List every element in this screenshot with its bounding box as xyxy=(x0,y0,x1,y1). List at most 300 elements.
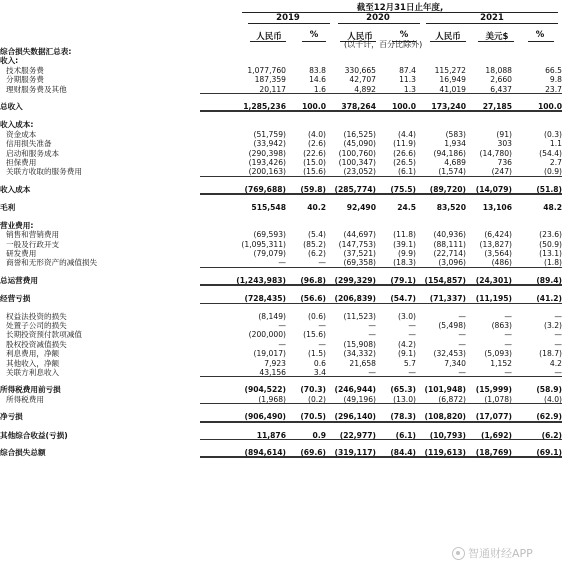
value-cell xyxy=(466,56,512,65)
value-cell: (3.2) xyxy=(543,320,562,330)
row-label: 收入: xyxy=(0,56,19,66)
value-cell xyxy=(376,120,416,129)
value-cell: (58.9) xyxy=(536,385,562,395)
value-cell: (0.2) xyxy=(286,395,326,404)
value-cell: 330,665 xyxy=(344,65,376,75)
value-cell: (54.7) xyxy=(376,294,416,303)
value-cell: (65.3) xyxy=(390,385,416,395)
total-row xyxy=(0,203,562,212)
value-cell: (154,857) xyxy=(416,276,466,286)
value-cell: — xyxy=(200,258,286,267)
value-cell: (9.1) xyxy=(397,349,416,359)
value-cell: 2,660 xyxy=(490,75,512,85)
spacer-cell xyxy=(0,213,562,221)
value-cell: — xyxy=(368,330,376,340)
col-rmb-2019: 人民币 xyxy=(256,32,282,42)
value-cell: (8,149) xyxy=(258,311,286,321)
value-cell: 515,548 xyxy=(251,203,286,213)
row-label: 经营亏损 xyxy=(0,294,31,304)
line-item-row xyxy=(0,158,562,167)
row-label: 权益法投资的损失 xyxy=(6,311,67,321)
value-cell: — xyxy=(458,311,466,321)
value-cell xyxy=(200,221,286,230)
value-cell: (3,564) xyxy=(484,248,512,258)
row-label: 总收入 xyxy=(0,102,23,112)
row-label: 担保费用 xyxy=(6,158,37,168)
value-cell: — xyxy=(326,368,376,377)
value-cell: 4,689 xyxy=(444,158,466,168)
spacer-row xyxy=(0,195,562,204)
spacer-row xyxy=(0,422,562,431)
value-cell: (78.3) xyxy=(376,412,416,422)
value-cell: 18,088 xyxy=(485,65,512,75)
value-cell: — xyxy=(554,311,562,321)
row-label: 其他综合收益(亏损) xyxy=(0,430,68,440)
value-cell: 115,272 xyxy=(434,65,466,75)
value-cell: (23,052) xyxy=(326,167,376,176)
value-cell xyxy=(286,47,326,56)
line-item-row xyxy=(0,321,562,330)
value-cell xyxy=(376,56,416,65)
value-cell: (1,692) xyxy=(466,431,512,440)
value-cell: 2.7 xyxy=(549,158,562,168)
value-cell: (4.2) xyxy=(397,339,416,349)
row-label: 技术服务费 xyxy=(6,65,44,75)
year-rule-2020 xyxy=(338,23,420,24)
value-cell: (79.1) xyxy=(376,276,416,286)
value-cell: (0.3) xyxy=(543,129,562,139)
line-item-row xyxy=(0,75,562,84)
value-cell: (15.6) xyxy=(286,167,326,176)
units-note: (以千计，百分比除外) xyxy=(344,40,423,49)
row-label: 综合损失数据汇总表: xyxy=(0,47,72,56)
value-cell: 83.8 xyxy=(309,65,326,75)
line-item-row xyxy=(0,330,562,339)
value-cell: — xyxy=(466,368,512,377)
value-cell: (108,820) xyxy=(416,412,466,422)
value-cell: (94,186) xyxy=(433,148,466,158)
value-cell: 40.2 xyxy=(307,203,326,213)
value-cell: (16,525) xyxy=(343,129,376,139)
value-cell: 187,359 xyxy=(254,75,286,85)
value-cell: (56.6) xyxy=(286,294,326,303)
total-row xyxy=(0,185,562,195)
line-item-row xyxy=(0,340,562,349)
value-cell: — xyxy=(504,339,512,349)
line-item-row xyxy=(0,349,562,358)
value-cell xyxy=(326,221,376,230)
row-label: 收入成本: xyxy=(0,120,34,130)
table-header xyxy=(0,0,562,49)
value-cell: (11,523) xyxy=(343,311,376,321)
value-cell: 27,185 xyxy=(466,102,512,112)
value-cell: 16,949 xyxy=(439,75,466,85)
spacer-cell xyxy=(0,440,562,448)
value-cell: 4,892 xyxy=(326,85,376,94)
value-cell: 1,934 xyxy=(444,139,466,149)
value-cell: (79,079) xyxy=(253,248,286,258)
col-rule xyxy=(250,41,286,42)
row-label: 信用损失准备 xyxy=(6,139,52,149)
value-cell xyxy=(376,47,416,56)
value-cell: 9.8 xyxy=(549,75,562,85)
value-cell: (69,358) xyxy=(326,258,376,267)
value-cell: — xyxy=(278,339,286,349)
row-label: 净亏损 xyxy=(0,412,23,422)
value-cell: (247) xyxy=(466,167,512,176)
value-cell: (15.6) xyxy=(303,330,326,340)
value-cell: (206,839) xyxy=(326,294,376,303)
value-cell: 0.9 xyxy=(286,431,326,440)
value-cell xyxy=(376,221,416,230)
value-cell: — xyxy=(554,339,562,349)
value-cell: (22,977) xyxy=(326,431,376,440)
value-cell: 100.0 xyxy=(376,102,416,112)
value-cell: (769,688) xyxy=(200,185,286,195)
row-label: 分期服务费 xyxy=(6,75,44,85)
value-cell: 42,707 xyxy=(349,75,376,85)
spacer-row xyxy=(0,440,562,448)
line-item-row xyxy=(0,149,562,158)
income-statement-table xyxy=(0,47,562,458)
total-row xyxy=(0,448,562,458)
value-cell: 21,658 xyxy=(349,358,376,368)
value-cell: 6,437 xyxy=(466,85,512,94)
line-item-row xyxy=(0,230,562,239)
spacer-cell xyxy=(0,422,562,431)
value-cell: 173,240 xyxy=(416,102,466,112)
section-header-row xyxy=(0,120,562,129)
spacer-cell xyxy=(0,195,562,204)
value-cell: (10,793) xyxy=(416,431,466,440)
col-pct-2020: % xyxy=(399,30,409,40)
spacer-row xyxy=(0,377,562,385)
value-cell: 48.2 xyxy=(543,203,562,213)
value-cell xyxy=(326,47,376,56)
value-cell: (200,000) xyxy=(248,330,286,340)
spacer-cell xyxy=(0,112,562,121)
row-label: 研发费用 xyxy=(6,248,37,258)
value-cell: (89.4) xyxy=(512,276,562,286)
row-label: 总运营费用 xyxy=(0,275,38,285)
line-item-row xyxy=(0,312,562,321)
value-cell: — xyxy=(504,311,512,321)
value-cell: (88,111) xyxy=(433,239,466,249)
value-cell: (18.3) xyxy=(376,258,416,267)
value-cell: (23.6) xyxy=(539,230,562,240)
value-cell: (1,078) xyxy=(466,395,512,404)
row-label: 启动和服务成本 xyxy=(6,148,60,158)
spacer-row xyxy=(0,213,562,221)
value-cell: (40,936) xyxy=(433,230,466,240)
row-label: 商誉和无形资产的减值损失 xyxy=(6,258,98,268)
spacer-cell xyxy=(0,268,562,276)
value-cell: (91) xyxy=(496,129,512,139)
value-cell: — xyxy=(376,368,416,377)
value-cell: (1,968) xyxy=(200,395,286,404)
value-cell: 83,520 xyxy=(436,203,466,213)
value-cell xyxy=(326,120,376,129)
col-rmb-2021: 人民币 xyxy=(435,32,461,42)
value-cell: (5,093) xyxy=(484,349,512,359)
value-cell: 11,876 xyxy=(200,431,286,440)
value-cell: 0.6 xyxy=(313,358,326,368)
total-row xyxy=(0,385,562,394)
value-cell: 100.0 xyxy=(286,102,326,112)
value-cell: (11.8) xyxy=(393,230,416,240)
value-cell: — xyxy=(512,368,562,377)
value-cell: (69.1) xyxy=(512,448,562,458)
value-cell: (4.4) xyxy=(397,129,416,139)
line-item-row xyxy=(0,66,562,75)
row-label: 理财服务费及其他 xyxy=(6,84,67,94)
col-rule xyxy=(302,41,326,42)
value-cell: (13.1) xyxy=(539,248,562,258)
spacer-cell xyxy=(0,304,562,312)
value-cell: (4.0) xyxy=(307,129,326,139)
value-cell: (15,908) xyxy=(343,339,376,349)
value-cell xyxy=(416,56,466,65)
row-label: 股权投资减值损失 xyxy=(6,339,67,349)
value-cell xyxy=(416,221,466,230)
value-cell xyxy=(326,56,376,65)
value-cell: (906,490) xyxy=(200,412,286,422)
spacer-row xyxy=(0,177,562,185)
value-cell: (19,017) xyxy=(253,349,286,359)
value-cell: (285,774) xyxy=(326,185,376,195)
value-cell: 1.3 xyxy=(376,85,416,94)
value-cell xyxy=(466,47,512,56)
col-usd-2021: 美元$ xyxy=(485,32,509,42)
value-cell: (15.0) xyxy=(303,158,326,168)
row-label: 一般及行政开支 xyxy=(6,239,60,249)
value-cell: (2.6) xyxy=(307,139,326,149)
line-item-row xyxy=(0,368,562,377)
value-cell: (6.2) xyxy=(512,431,562,440)
value-cell: (17,077) xyxy=(466,412,512,422)
value-cell xyxy=(512,47,562,56)
value-cell xyxy=(466,120,512,129)
value-cell xyxy=(416,120,466,129)
value-cell: (45,090) xyxy=(343,139,376,149)
col-rmb-2020: 人民币 xyxy=(347,32,373,42)
total-row xyxy=(0,102,562,112)
value-cell: (6,872) xyxy=(416,395,466,404)
row-label: 关联方利息收入 xyxy=(6,367,60,377)
value-cell xyxy=(200,47,286,56)
year-2020: 2020 xyxy=(366,13,390,23)
value-cell: (299,329) xyxy=(326,276,376,286)
value-cell: (5,498) xyxy=(438,320,466,330)
value-cell: (11.9) xyxy=(393,139,416,149)
value-cell: (583) xyxy=(445,129,466,139)
value-cell: (18.7) xyxy=(539,349,562,359)
value-cell: (39.1) xyxy=(393,239,416,249)
value-cell: (22,714) xyxy=(433,248,466,258)
row-label: 综合损失总额 xyxy=(0,448,46,458)
row-label: 长期投资预付款项减值 xyxy=(6,330,82,340)
value-cell: 1,077,760 xyxy=(247,65,286,75)
row-label: 销售和营销费用 xyxy=(6,230,60,240)
value-cell: 378,264 xyxy=(326,102,376,112)
value-cell: (1,095,311) xyxy=(241,239,286,249)
value-cell: (51,759) xyxy=(253,129,286,139)
value-cell: (24,301) xyxy=(466,276,512,286)
value-cell: 4.2 xyxy=(549,358,562,368)
value-cell xyxy=(466,221,512,230)
col-rule xyxy=(528,41,554,42)
value-cell: 41,019 xyxy=(416,85,466,94)
value-cell: (101,948) xyxy=(424,385,466,395)
value-cell: 5.7 xyxy=(403,358,416,368)
value-cell: (49,196) xyxy=(326,395,376,404)
value-cell xyxy=(416,47,466,56)
spacer-row xyxy=(0,94,562,102)
value-cell: (69,593) xyxy=(253,230,286,240)
spacer-cell xyxy=(0,377,562,385)
value-cell: (486) xyxy=(466,258,512,267)
year-rule-2021 xyxy=(426,23,558,24)
value-cell: (59.8) xyxy=(286,185,326,195)
value-cell: 7,340 xyxy=(444,358,466,368)
col-pct-2021: % xyxy=(535,30,545,40)
value-cell: (89,720) xyxy=(416,185,466,195)
value-cell: 66.5 xyxy=(545,65,562,75)
value-cell: (863) xyxy=(491,320,512,330)
year-rule-2019 xyxy=(248,23,330,24)
value-cell xyxy=(286,221,326,230)
section-header-row xyxy=(0,221,562,230)
value-cell: (70.5) xyxy=(286,412,326,422)
value-cell: (3.0) xyxy=(397,311,416,321)
value-cell: 92,490 xyxy=(346,203,376,213)
year-2021: 2021 xyxy=(480,13,504,23)
value-cell: (11,195) xyxy=(466,294,512,303)
value-cell: (51.8) xyxy=(512,185,562,195)
value-cell: (32,453) xyxy=(433,349,466,359)
value-cell: (34,332) xyxy=(343,349,376,359)
line-item-row xyxy=(0,258,562,267)
row-label: 所得税费用前亏损 xyxy=(0,385,61,395)
value-cell: (26.6) xyxy=(393,148,416,158)
value-cell: 1,285,236 xyxy=(200,102,286,112)
value-cell: (50.9) xyxy=(539,239,562,249)
value-cell: (246,944) xyxy=(334,385,376,395)
value-cell: (6.1) xyxy=(376,167,416,176)
value-cell: — xyxy=(416,368,466,377)
value-cell: (290,398) xyxy=(248,148,286,158)
value-cell: — xyxy=(408,320,416,330)
value-cell: (71,337) xyxy=(416,294,466,303)
value-cell: — xyxy=(286,258,326,267)
value-cell: — xyxy=(504,330,512,340)
value-cell: — xyxy=(278,320,286,330)
section-header-row xyxy=(0,47,562,56)
value-cell: (119,613) xyxy=(416,448,466,458)
value-cell: — xyxy=(408,330,416,340)
col-rule xyxy=(430,41,466,42)
value-cell: (26.5) xyxy=(393,158,416,168)
value-cell: (904,522) xyxy=(244,385,286,395)
line-item-row xyxy=(0,167,562,176)
value-cell: (41.2) xyxy=(512,294,562,303)
value-cell: (85.2) xyxy=(303,239,326,249)
value-cell: (6,424) xyxy=(484,230,512,240)
row-label: 关联方收取的服务费用 xyxy=(6,167,82,177)
value-cell: (200,163) xyxy=(200,167,286,176)
value-cell xyxy=(200,120,286,129)
spacer-row xyxy=(0,286,562,295)
value-cell: 100.0 xyxy=(512,102,562,112)
total-row xyxy=(0,294,562,303)
total-row xyxy=(0,431,562,440)
value-cell: 736 xyxy=(497,158,512,168)
line-item-row xyxy=(0,395,562,404)
total-row xyxy=(0,276,562,286)
year-2019: 2019 xyxy=(276,13,300,23)
line-item-row xyxy=(0,139,562,148)
value-cell xyxy=(286,56,326,65)
line-item-row xyxy=(0,240,562,249)
value-cell: (54.4) xyxy=(539,148,562,158)
row-label: 收入成本 xyxy=(0,185,31,195)
value-cell xyxy=(286,120,326,129)
section-header-row xyxy=(0,56,562,65)
period-title: 截至12月31日止年度, xyxy=(356,3,444,13)
value-cell: (5.4) xyxy=(307,230,326,240)
value-cell: (37,521) xyxy=(343,248,376,258)
value-cell: 23.7 xyxy=(512,85,562,94)
line-item-row xyxy=(0,85,562,94)
value-cell: (147,753) xyxy=(338,239,376,249)
line-item-row xyxy=(0,130,562,139)
value-cell: 1.1 xyxy=(549,139,562,149)
value-cell xyxy=(200,56,286,65)
value-cell: (14,780) xyxy=(479,148,512,158)
value-cell: 43,156 xyxy=(200,368,286,377)
row-label: 处置子公司的损失 xyxy=(6,320,67,330)
row-label: 营业费用: xyxy=(0,220,34,230)
value-cell: 14.6 xyxy=(309,75,326,85)
value-cell: (9.9) xyxy=(397,248,416,258)
value-cell: (14,079) xyxy=(466,185,512,195)
value-cell: (0.9) xyxy=(512,167,562,176)
value-cell: (4.0) xyxy=(512,395,562,404)
spacer-cell xyxy=(0,177,562,185)
value-cell: (728,435) xyxy=(200,294,286,303)
line-item-row xyxy=(0,359,562,368)
value-cell: — xyxy=(368,320,376,330)
row-label: 其他收入，净额 xyxy=(6,358,60,368)
value-cell: (319,117) xyxy=(326,448,376,458)
row-label: 利息费用，净额 xyxy=(6,349,60,359)
value-cell: (6.1) xyxy=(376,431,416,440)
value-cell: (6.2) xyxy=(307,248,326,258)
row-label: 所得税费用 xyxy=(6,394,44,404)
line-item-row xyxy=(0,249,562,258)
value-cell: (15,999) xyxy=(475,385,512,395)
value-cell xyxy=(512,120,562,129)
value-cell: — xyxy=(318,320,326,330)
value-cell: (70.3) xyxy=(300,385,326,395)
value-cell: (193,426) xyxy=(248,158,286,168)
spacer-cell xyxy=(0,404,562,412)
value-cell: (84.4) xyxy=(376,448,416,458)
value-cell: (0.6) xyxy=(307,311,326,321)
spacer-row xyxy=(0,112,562,121)
value-cell: (13.0) xyxy=(376,395,416,404)
spacer-row xyxy=(0,268,562,276)
